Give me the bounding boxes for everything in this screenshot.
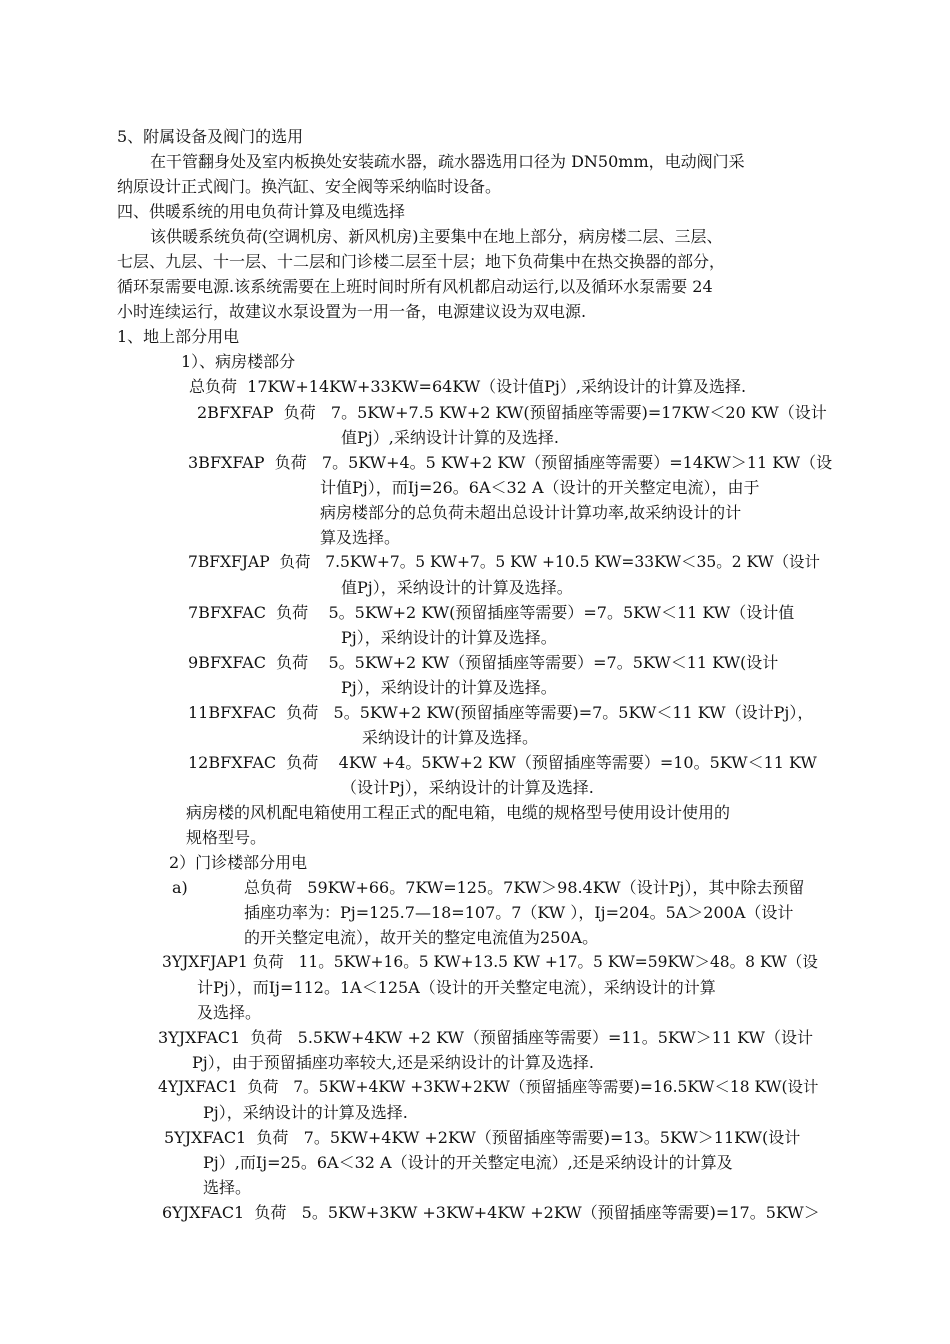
section-heading: 5、附属设备及阀门的选用	[117, 127, 304, 146]
subsection-heading: 1）、病房楼部分	[181, 352, 296, 371]
load-entry-line: 插座功率为：Pj=125.7—18=107。7（KW ），Ij=204。5A＞200A（设计	[244, 903, 794, 922]
load-entry-line: 4YJXFAC1 负荷 7。5KW+4KW +3KW+2KW（预留插座等需要)=16.5KW＜18 KW(设计	[158, 1078, 819, 1096]
paragraph-line: 在干管翻身处及室内板换处安装疏水器，疏水器选用口径为 DN50mm，电动阀门采	[150, 152, 745, 171]
load-entry-line: 11BFXFAC 负荷 5。5KW+2 KW(预留插座等需要)=7。5KW＜11 KW（设计Pj），	[188, 703, 814, 722]
paragraph-line: 病房楼的风机配电箱使用工程正式的配电箱，电缆的规格型号使用设计使用的	[186, 803, 731, 822]
paragraph-line: 规格型号。	[186, 828, 267, 847]
load-entry-line: 值Pj）,采纳设计计算的及选择.	[341, 428, 559, 447]
load-entry-line: 计值Pj），而Ij=26。6A＜32 A（设计的开关整定电流），由于	[320, 478, 760, 497]
paragraph-line: 纳原设计正式阀门。换汽缸、安全阀等采纳临时设备。	[117, 177, 502, 196]
list-marker: a)	[172, 878, 188, 897]
load-entry-line: 采纳设计的计算及选择。	[362, 728, 539, 747]
load-entry-line: 计Pj），而Ij=112。1A＜125A（设计的开关整定电流），采纳设计的计算	[197, 978, 716, 997]
paragraph-line: 循环泵需要电源.该系统需要在上班时间时所有风机都启动运行,以及循环水泵需要 24	[117, 277, 713, 296]
load-entry-line: 6YJXFAC1 负荷 5。5KW+3KW +3KW+4KW +2KW（预留插座等需要)=17。5KW＞	[162, 1203, 820, 1222]
load-entry-line: 总负荷 59KW+66。7KW=125。7KW＞98.4KW（设计Pj），其中除去预留	[244, 878, 805, 897]
paragraph-line: 该供暖系统负荷(空调机房、新风机房)主要集中在地上部分，病房楼二层、三层、	[150, 227, 723, 246]
load-entry-line: （设计Pj），采纳设计的计算及选择.	[341, 778, 594, 797]
load-entry-line: 7BFXFJAP 负荷 7.5KW+7。5 KW+7。5 KW +10.5 KW=33KW＜35。2 KW（设计	[188, 553, 821, 571]
load-entry-line: 的开关整定电流），故开关的整定电流值为250A。	[244, 928, 599, 947]
load-entry-line: Pj），采纳设计的计算及选择。	[341, 678, 557, 697]
section-heading: 1、地上部分用电	[117, 327, 240, 346]
load-entry-line: 2BFXFAP 负荷 7。5KW+7.5 KW+2 KW(预留插座等需要)=17KW＜20 KW（设计	[197, 403, 827, 422]
load-entry-line: 3YJXFJAP1 负荷 11。5KW+16。5 KW+13.5 KW +17。5 KW=59KW＞48。8 KW（设	[162, 953, 818, 971]
paragraph-line: 七层、九层、十一层、十二层和门诊楼二层至十层；地下负荷集中在热交换器的部分，	[117, 252, 726, 271]
paragraph-line: 总负荷 17KW+14KW+33KW=64KW（设计值Pj）,采纳设计的计算及选择.	[189, 377, 747, 396]
load-entry-line: Pj）,而Ij=25。6A＜32 A（设计的开关整定电流）,还是采纳设计的计算及	[203, 1153, 733, 1172]
load-entry-line: 值Pj），采纳设计的计算及选择。	[341, 578, 573, 597]
load-entry-line: Pj），采纳设计的计算及选择。	[341, 628, 557, 647]
load-entry-line: 12BFXFAC 负荷 4KW +4。5KW+2 KW（预留插座等需要）=10。5KW＜11 KW	[188, 753, 817, 772]
subsection-heading: 2）门诊楼部分用电	[169, 853, 308, 872]
load-entry-line: 9BFXFAC 负荷 5。5KW+2 KW（预留插座等需要）=7。5KW＜11 KW(设计	[188, 653, 779, 672]
load-entry-line: 3YJXFAC1 负荷 5.5KW+4KW +2 KW（预留插座等需要）=11。5KW＞11 KW（设计	[158, 1028, 813, 1047]
load-entry-line: Pj），由于预留插座功率较大,还是采纳设计的计算及选择.	[192, 1053, 594, 1072]
load-entry-line: 5YJXFAC1 负荷 7。5KW+4KW +2KW（预留插座等需要)=13。5KW＞11KW(设计	[164, 1128, 801, 1147]
load-entry-line: 算及选择。	[320, 528, 401, 547]
load-entry-line: 3BFXFAP 负荷 7。5KW+4。5 KW+2 KW（预留插座等需要）=14KW＞11 KW（设	[188, 453, 833, 472]
load-entry-line: Pj），采纳设计的计算及选择.	[203, 1103, 408, 1122]
load-entry-line: 7BFXFAC 负荷 5。5KW+2 KW(预留插座等需要）=7。5KW＜11 KW（设计值	[188, 603, 795, 622]
load-entry-line: 病房楼部分的总负荷未超出总设计计算功率,故采纳设计的计	[320, 503, 742, 522]
paragraph-line: 小时连续运行，故建议水泵设置为一用一备，电源建议设为双电源.	[117, 302, 587, 321]
load-entry-line: 选择。	[203, 1178, 252, 1197]
section-heading: 四、供暖系统的用电负荷计算及电缆选择	[117, 202, 406, 221]
load-entry-line: 及选择。	[197, 1003, 262, 1022]
